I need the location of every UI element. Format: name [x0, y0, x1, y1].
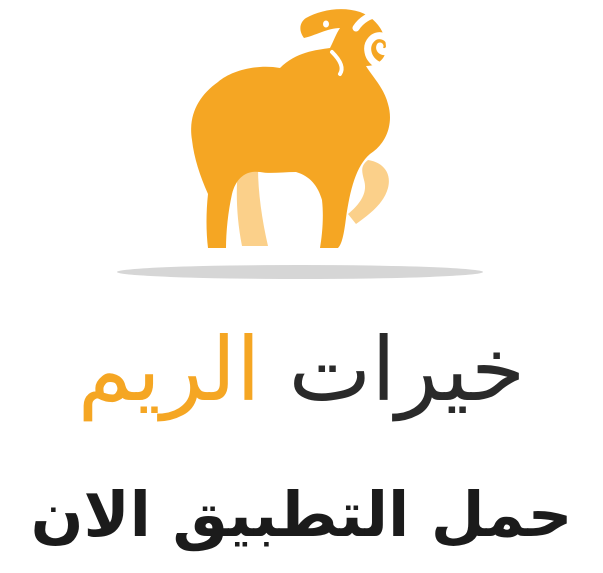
brand-name-part-1: خيرات	[288, 318, 526, 421]
download-app-text: حمل التطبيق الان	[30, 478, 573, 551]
brand-name	[0, 300, 603, 440]
ram-back-leg-rear	[237, 168, 268, 246]
ram-eye	[323, 21, 329, 28]
brand-name-part-2: الريم	[77, 318, 261, 421]
ram-shadow	[117, 265, 483, 279]
